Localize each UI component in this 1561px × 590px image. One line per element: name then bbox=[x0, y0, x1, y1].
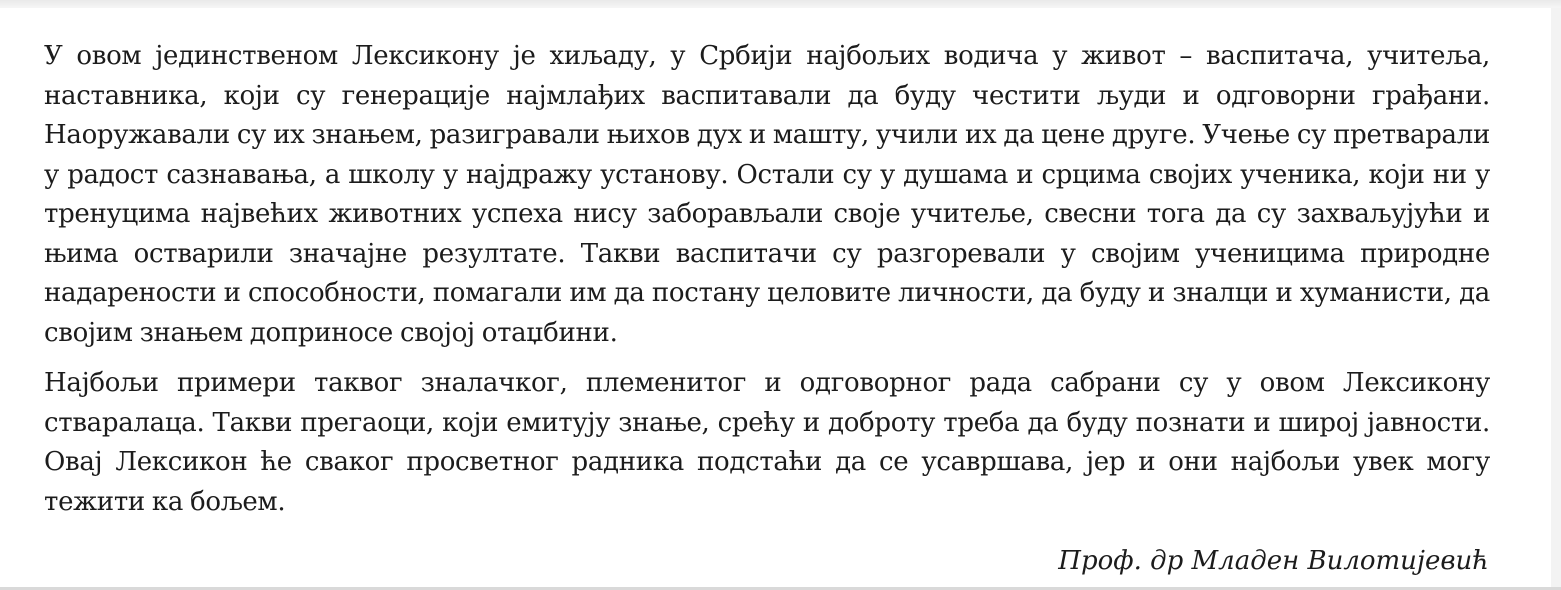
signature: Проф. др Младен Вилотијевић bbox=[1058, 546, 1489, 576]
right-scroll-edge bbox=[1551, 8, 1561, 590]
document-body bbox=[44, 37, 1490, 522]
paragraph-1: У овом јединственом Лексикону је хиљаду, у Србији најбољих водича у живот – васпитача, учитеља, наставника, који су генерације најмлађих васпитавали да буду честити људи и одговорни грађани. Наоружавали су их знањем, разигравали њихов дух и машту, учили их да цене друге. Учење су претварали у радост сазнавања, а школу у најдражу установу. Остали су у душама и срцима својих ученика, који ни у тренуцима највећих животних успеха нису заборављали своје учитеље, свесни тога да су захваљујући и њима остварили значајне резултате. Такви васпитачи су разгоревали у својим ученицима природне надарености и способности, помагали им да постану целовите личности, да буду и зналци и хуманисти, да својим знањем доприносе својој отаџбини. bbox=[44, 41, 1490, 348]
paragraph-2: Најбољи примери таквог зналачког, племенитог и одговорног рада сабрани су у овом Лексикону стваралаца. Такви прегаоци, који емитују знање, срећу и доброту треба да буду познати и широј јавности. Овај Лексикон ће сваког просветног радника подстаћи да се усавршава, јер и они најбољи увек могу тежити ка бољем. bbox=[44, 368, 1490, 517]
top-edge bbox=[0, 0, 1561, 8]
